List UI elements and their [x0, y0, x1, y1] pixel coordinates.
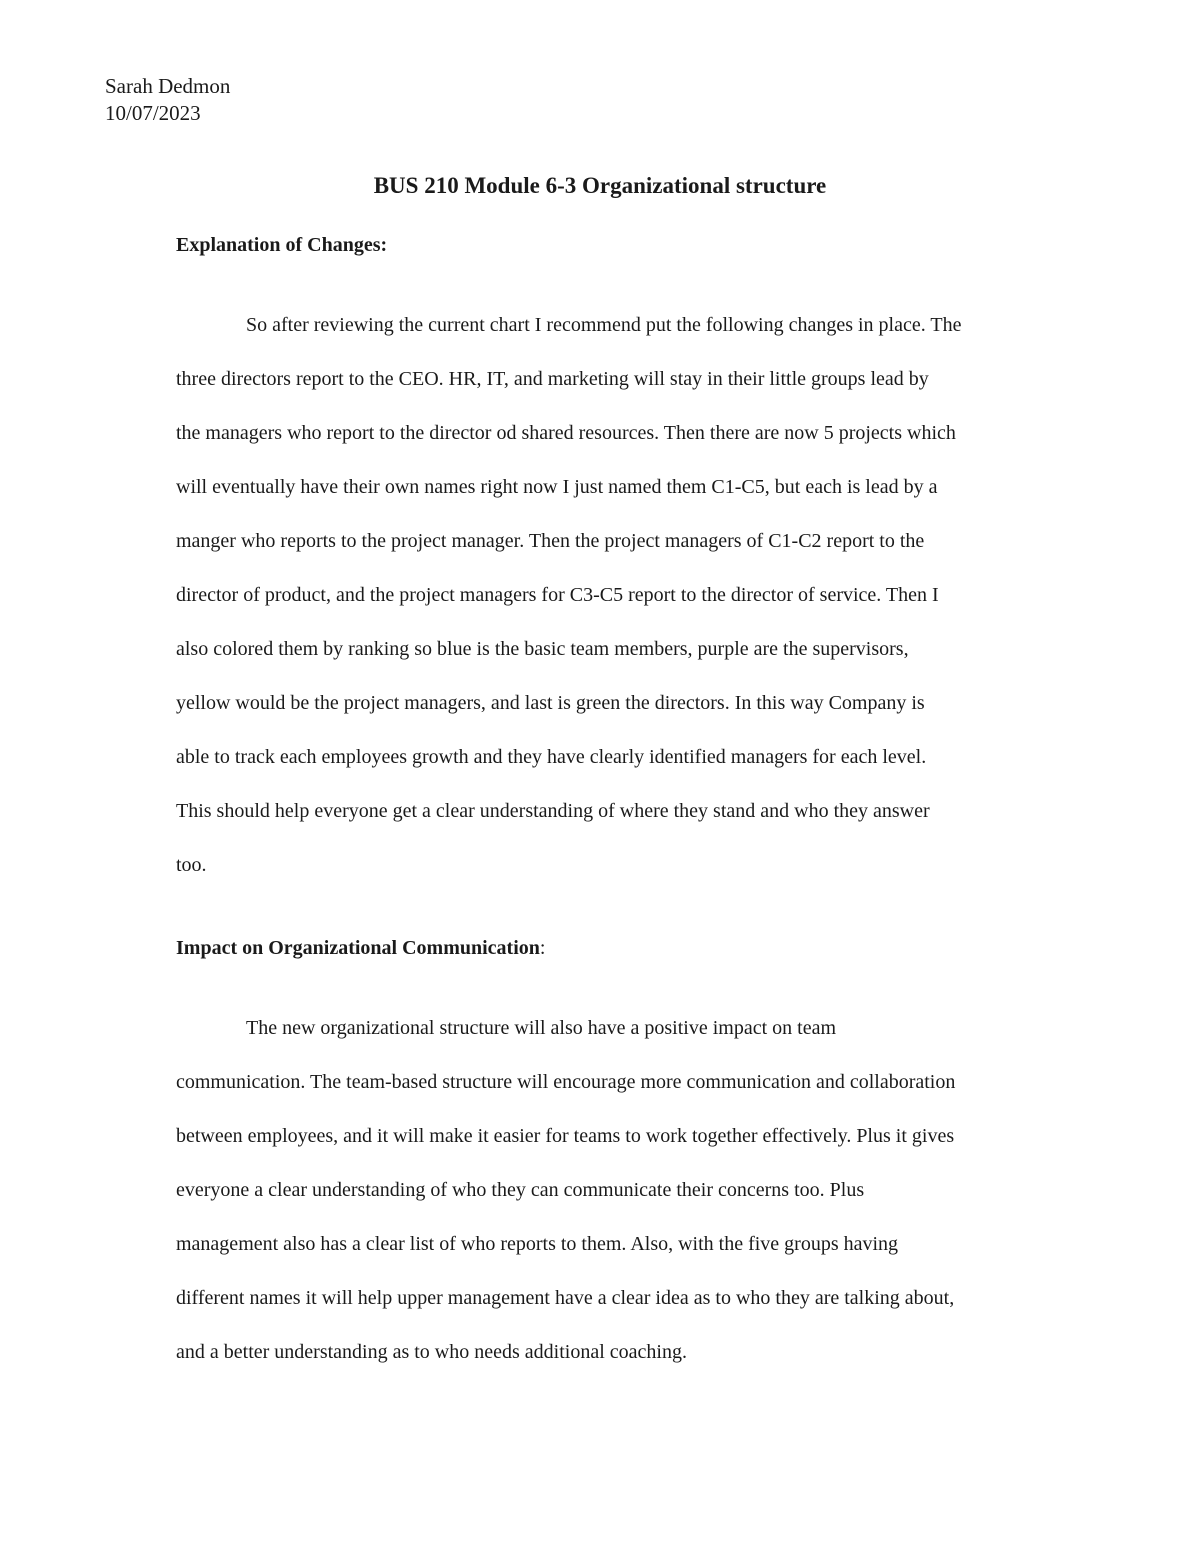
paragraph-line: This should help everyone get a clear understanding of where they stand and who they answer: [176, 800, 930, 822]
section-heading-text: Impact on Organizational Communication: [176, 937, 540, 959]
document-date: 10/07/2023: [105, 101, 201, 125]
document-header: [105, 73, 230, 127]
paragraph-line: able to track each employees growth and they have clearly identified managers for each level.: [176, 746, 927, 768]
section-heading-text: Explanation of Changes:: [176, 234, 388, 256]
paragraph-line: manger who reports to the project manager. Then the project managers of C1-C2 report to the: [176, 530, 925, 552]
section-heading-explanation: [176, 231, 387, 259]
paragraph-line: management also has a clear list of who reports to them. Also, with the five groups having: [176, 1233, 899, 1255]
paragraph-line: and a better understanding as to who needs additional coaching.: [176, 1341, 687, 1363]
section-heading-suffix: :: [539, 937, 546, 959]
paragraph-line: also colored them by ranking so blue is the basic team members, purple are the supervisors,: [176, 638, 909, 660]
paragraph-line: between employees, and it will make it easier for teams to work together effectively. Plus it gives: [176, 1125, 955, 1147]
paragraph-line: yellow would be the project managers, and last is green the directors. In this way Company is: [176, 692, 925, 714]
paragraph-impact: [176, 1001, 1116, 1379]
paragraph-line: The new organizational structure will also have a positive impact on team: [246, 1017, 836, 1039]
paragraph-line: director of product, and the project managers for C3-C5 report to the director of service. Then I: [176, 584, 939, 606]
paragraph-line: different names it will help upper management have a clear idea as to who they are talking about,: [176, 1287, 955, 1309]
document-title: BUS 210 Module 6-3 Organizational structure: [373, 173, 827, 198]
paragraph-line: So after reviewing the current chart I recommend put the following changes in place. The: [246, 314, 962, 336]
paragraph-line: the managers who report to the director od shared resources. Then there are now 5 projects which: [176, 422, 956, 444]
paragraph-explanation: [176, 298, 1116, 892]
author-name: Sarah Dedmon: [105, 74, 231, 98]
paragraph-line: will eventually have their own names right now I just named them C1-C5, but each is lead by a: [176, 476, 938, 498]
paragraph-line: three directors report to the CEO. HR, IT, and marketing will stay in their little groups lead by: [176, 368, 929, 390]
paragraph-line: communication. The team-based structure will encourage more communication and collaboration: [176, 1071, 956, 1093]
paragraph-line: everyone a clear understanding of who they can communicate their concerns too. Plus: [176, 1179, 865, 1201]
paragraph-line: too.: [176, 854, 207, 876]
section-heading-impact: [176, 934, 545, 962]
